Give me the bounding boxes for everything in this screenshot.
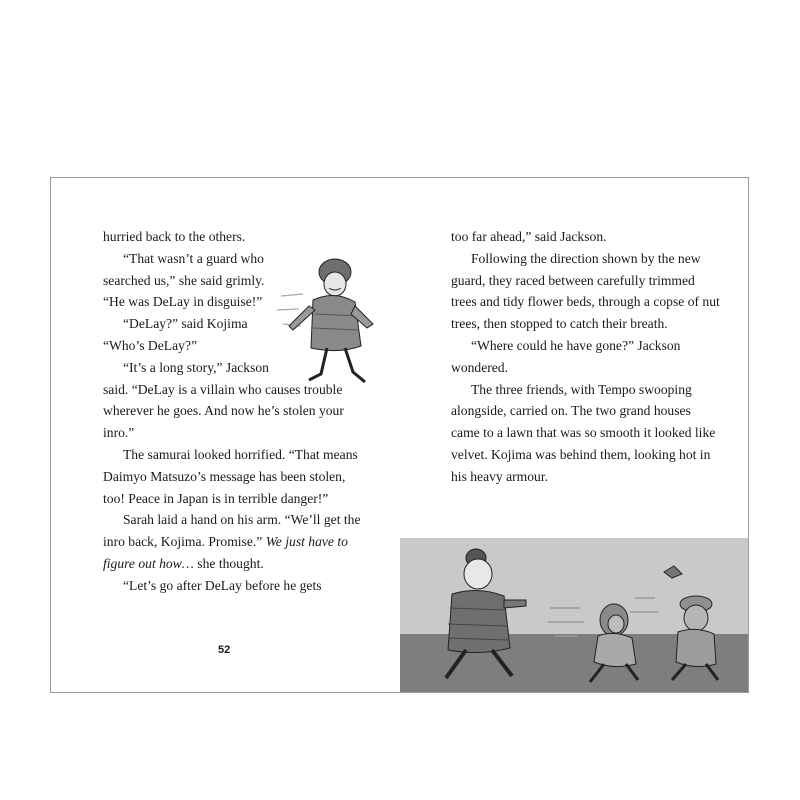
paragraph: “That wasn’t a guard who searched us,” she said grimly. — [103, 250, 265, 288]
paragraph: too far ahead,” said Jackson. — [451, 229, 607, 244]
italic-thought: We just have to figure out how… — [103, 534, 348, 571]
characters-illustration — [400, 538, 749, 693]
paragraph: Following the direction shown by the new guard, they raced between carefully trimmed trees and tidy flower beds, through a copse of nut trees, then stopped to catch their breath. — [451, 250, 720, 332]
right-page-text — [451, 226, 721, 488]
paragraph: “DeLay?” said Kojima — [123, 316, 248, 332]
running-villain-illustration — [269, 254, 381, 394]
paragraph: The three friends, with Tempo swooping alongside, carried on. The two grand houses came to a lawn that was so smooth it looked like velvet. Kojima was behind them, looking hot in his heavy armour. — [451, 381, 716, 484]
page-number: 52 — [218, 644, 231, 656]
paragraph: Sarah laid a hand on his arm. “We’ll get the inro back, Kojima. Promise.” We just have to figure out how… she thought. — [103, 512, 361, 571]
paragraph: said. “DeLay is a villain who causes trouble wherever he goes. And now he’s stolen your inro.” — [103, 381, 344, 441]
paragraph: “It’s a long story,” Jackson — [123, 359, 269, 375]
paragraph: The samurai looked horrified. “That means Daimyo Matsuzo’s message has been stolen, too! Peace in Japan is in terrible danger!” — [103, 446, 358, 506]
paragraph: “Where could he have gone?” Jackson wondered. — [451, 337, 681, 375]
running-friends-illustration — [400, 538, 749, 693]
paragraph: “Let’s go after DeLay before he gets — [123, 577, 322, 593]
paragraph: hurried back to the others. — [103, 229, 246, 244]
paragraph: “Who’s DeLay?” — [103, 337, 197, 353]
paragraph: “He was DeLay in disguise!” — [103, 294, 263, 310]
book-spread — [50, 177, 749, 693]
